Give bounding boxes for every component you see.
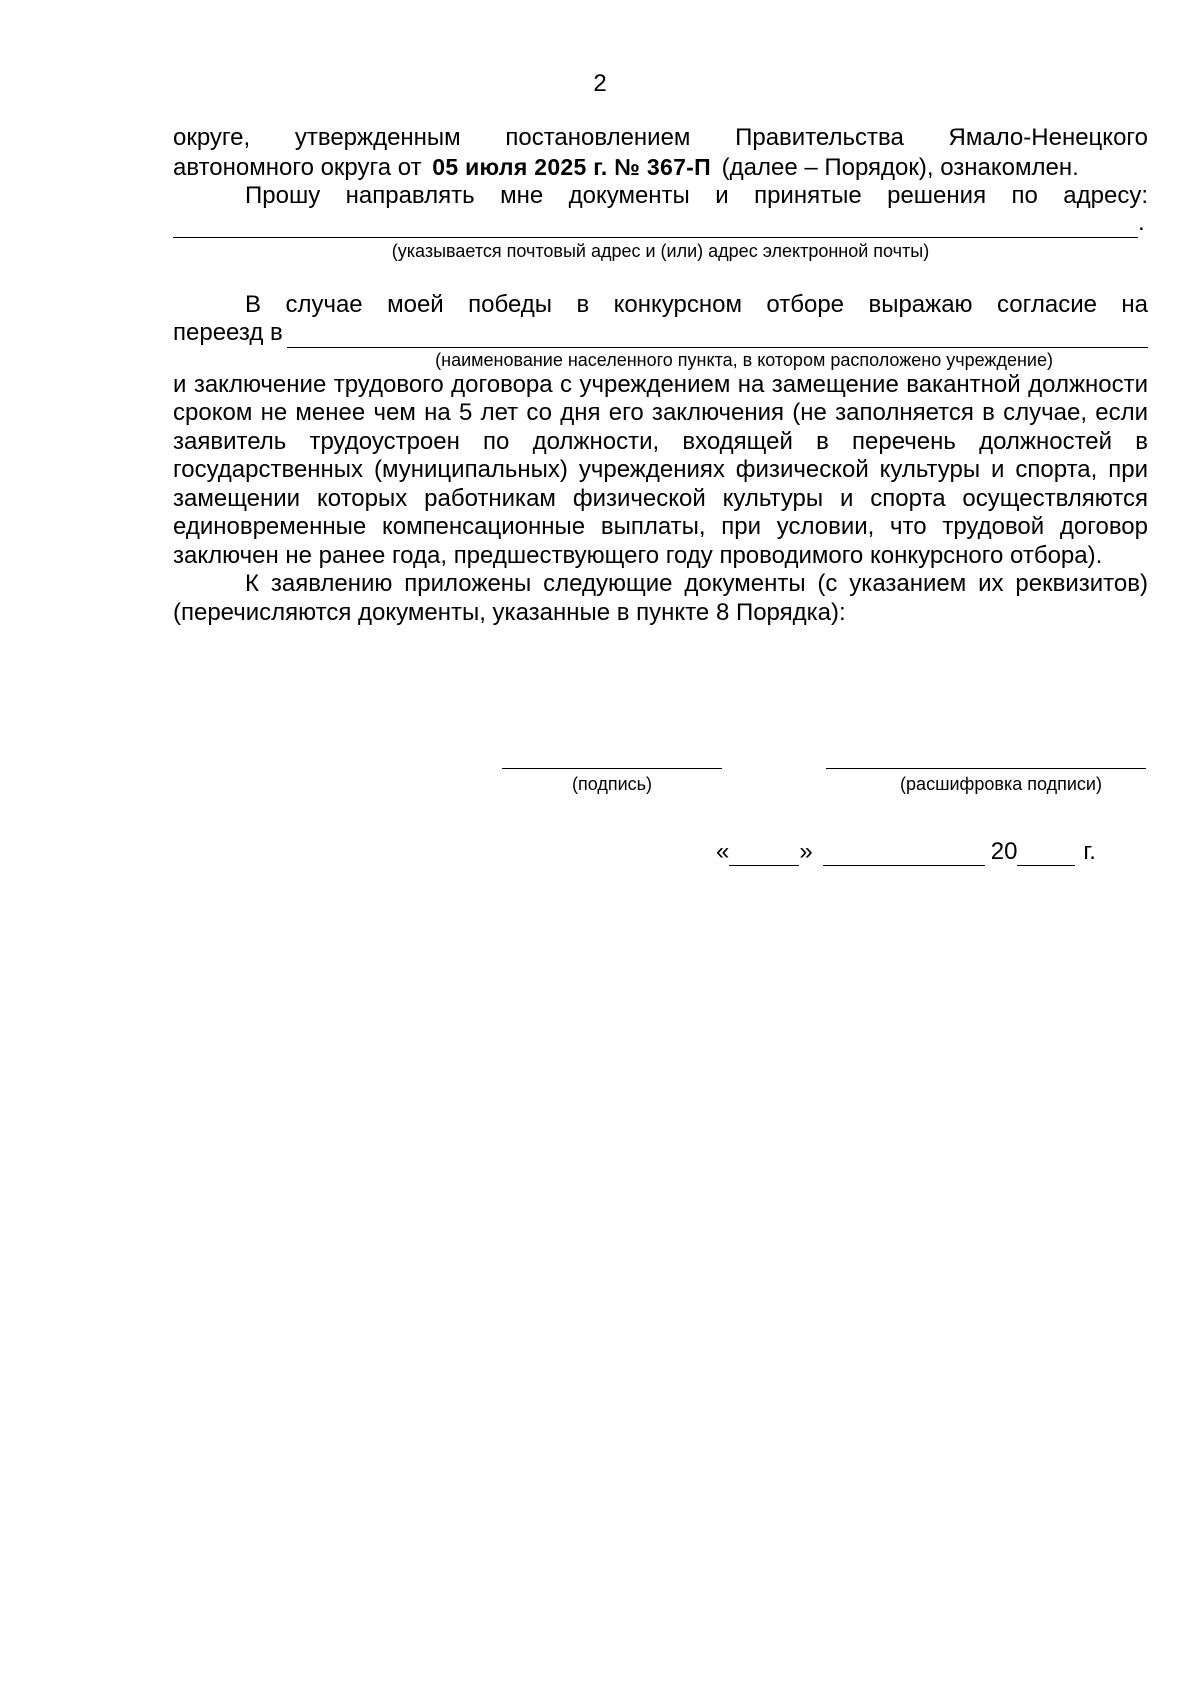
decree-date-number: 05 июля 2025 г. № 367-П <box>432 153 711 180</box>
date-year-prefix: 20 <box>990 838 1018 865</box>
decree-suffix: (далее – Порядок), ознакомлен. <box>721 153 1079 181</box>
date-year-suffix: г. <box>1083 838 1096 865</box>
date-close-quote: » <box>799 838 813 865</box>
document-body <box>173 124 1148 627</box>
paragraph-1-line-1: округе, утвержденным постановлением Правительства Ямало-Ненецкого <box>173 124 1148 151</box>
address-line-end: . <box>1138 209 1145 236</box>
relocation-blank-line[interactable] <box>287 323 1148 348</box>
date-field <box>716 838 1096 866</box>
relocation-prefix: переезд в <box>173 319 283 346</box>
paragraph-3-line-1: В случае моей победы в конкурсном отборе выражаю согласие на <box>245 290 1148 318</box>
address-field[interactable] <box>173 209 1148 238</box>
relocation-field[interactable] <box>173 319 1148 348</box>
paragraph-3-body: и заключение трудового договора с учреждением на замещение вакантной должности сроком не менее чем на 5 лет со дня его заключения (не заполняется в случае, если заявитель трудоустроен по должности, входящей в перечень должностей в государственных (муниципальных) учреждениях физической культуры и спорта, при замещении которых работникам физической культуры и спорта осуществляются единовременные компенсационные выплаты, при условии, что трудовой договор заключен не ранее года, предшествующего году проводимого конкурсного отбора). <box>173 370 1148 569</box>
signature-blank-line[interactable] <box>502 768 722 769</box>
signature-label: (подпись) <box>571 774 653 794</box>
address-blank-line[interactable] <box>173 215 1138 238</box>
date-year-blank[interactable] <box>1017 843 1075 866</box>
date-month-blank[interactable] <box>823 843 985 866</box>
date-open-quote: « <box>716 838 730 865</box>
paragraph-4-attachments: К заявлению приложены следующие документы (с указанием их реквизитов) (перечисляются документы, указанные в пункте 8 Порядка): <box>173 570 1148 626</box>
address-request: Прошу направлять мне документы и принятые решения по адресу: <box>245 182 1148 209</box>
address-hint: (указывается почтовый адрес и (или) адрес электронной почты) <box>391 240 930 261</box>
date-day-blank[interactable] <box>729 843 799 866</box>
relocation-hint: (наименование населенного пункта, в котором расположено учреждение) <box>435 349 1053 370</box>
page-number: 2 <box>593 70 607 97</box>
signature-decode-label: (расшифровка подписи) <box>900 774 1102 794</box>
signature-decode-blank-line[interactable] <box>826 768 1146 769</box>
paragraph-1-line-2 <box>173 153 1148 183</box>
decree-prefix: автономного округа от <box>173 153 422 181</box>
